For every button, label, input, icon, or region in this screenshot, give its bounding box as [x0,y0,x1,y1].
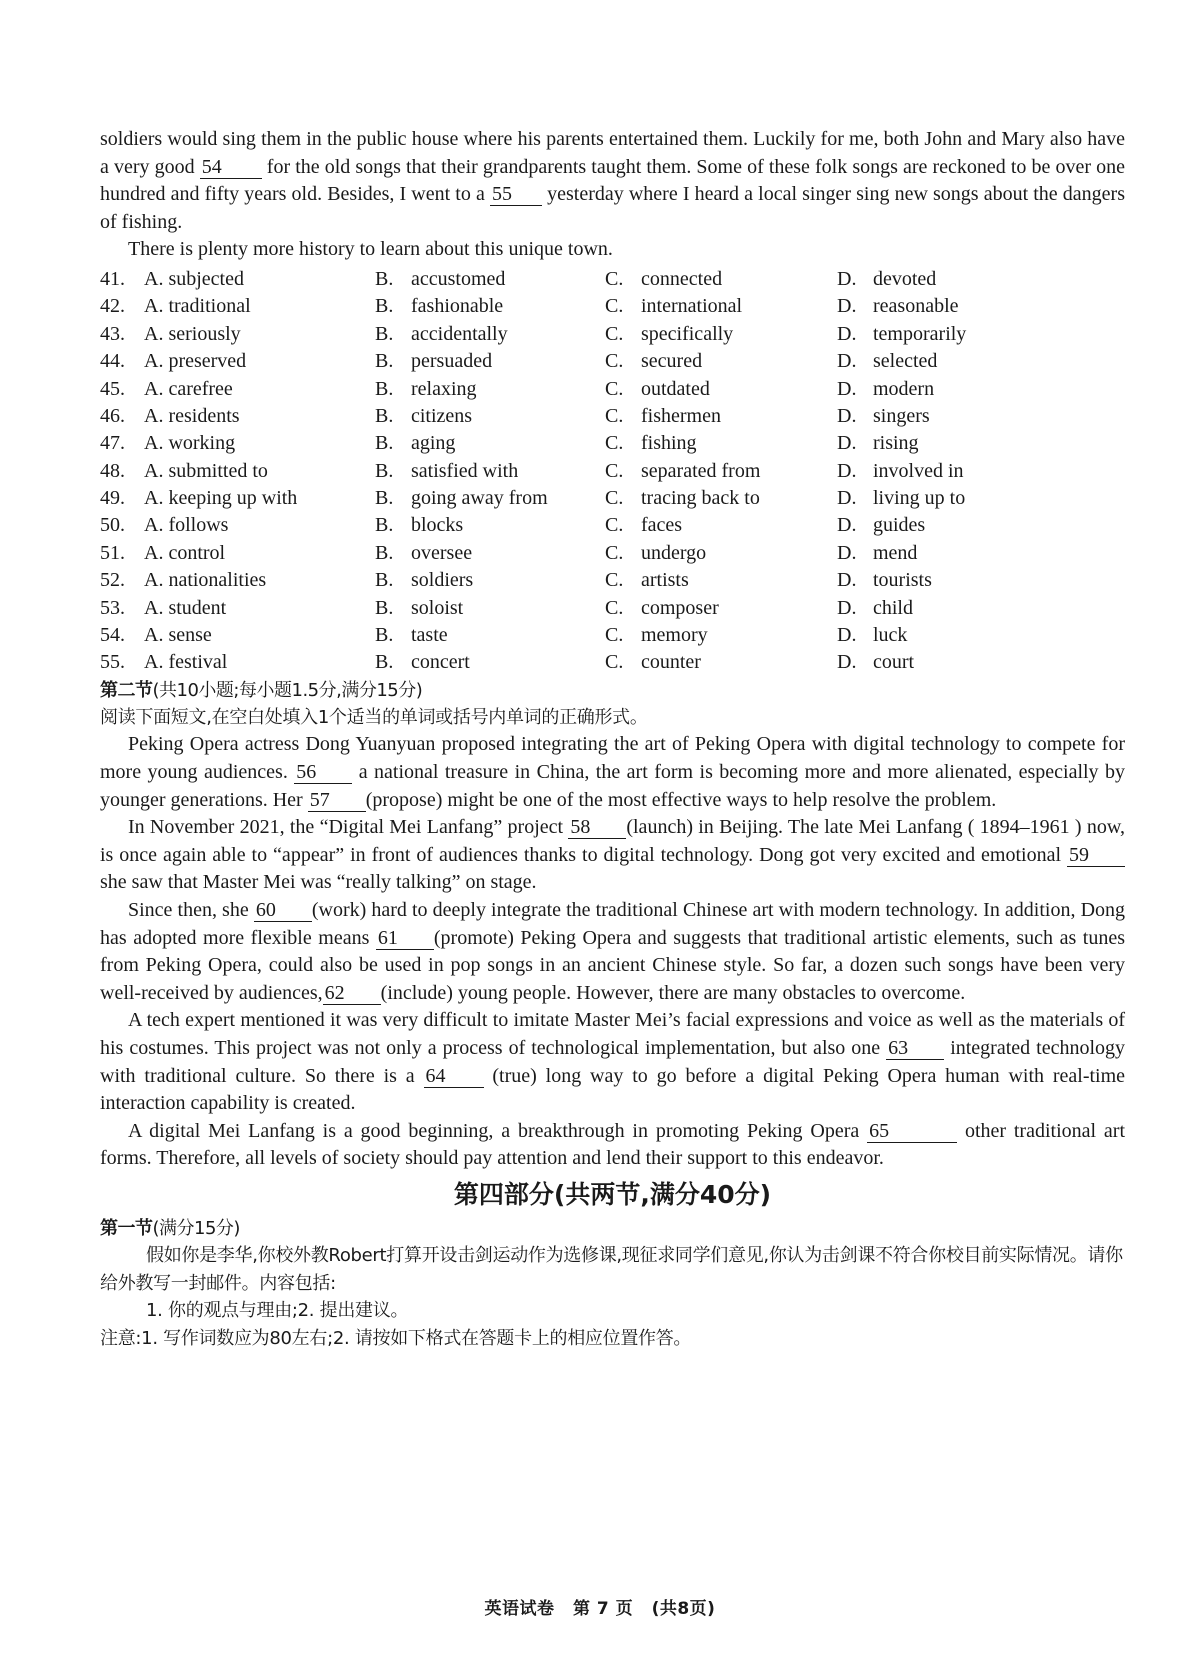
option-c [605,512,837,539]
option-text: court [873,651,915,674]
option-d [837,540,1037,567]
options-list [100,266,1125,677]
passage-text: (work) hard to deeply integrate the traditional Chinese art with modern technology. In addition, Dong has adopted more flexible means [100,898,1126,949]
option-letter: D. [837,651,857,674]
option-a: A. traditional [144,295,251,318]
option-text: involved in [873,459,964,482]
option-text: international [641,295,743,318]
option-letter: C. [605,295,624,318]
option-text: modern [873,377,935,400]
option-letter: B. [375,624,394,647]
option-text: mend [873,541,918,564]
option-text: selected [873,350,938,373]
option-a: A. subjected [144,267,244,290]
option-c [605,348,837,375]
question-row [100,567,1125,594]
option-text: specifically [641,322,734,345]
option-c [605,430,837,457]
passage-text: Since then, she [128,898,249,921]
option-b [375,649,605,676]
question-row [100,540,1125,567]
blank-65: 65 [867,1120,957,1143]
option-a: A. seriously [144,322,241,345]
option-letter: D. [837,487,857,510]
passage-text: (include) young people. However, there are many obstacles to overcome. [380,981,966,1004]
passage-text: (promote) Peking Opera and suggests that traditional artistic elements, such as tunes from Peking Opera, could also be used in pop songs in an ancient Chinese style. So far, a dozen such songs have been very well-received by audiences, [100,926,1125,1004]
option-text: citizens [411,404,473,427]
option-a: A. festival [144,651,228,674]
blank-54: 54 [200,156,262,179]
option-text: counter [641,651,701,674]
option-c [605,485,837,512]
option-a: A. residents [144,404,240,427]
option-text: singers [873,404,930,427]
option-text: rising [873,432,919,455]
option-text: fishing [641,432,697,455]
option-b [375,512,605,539]
writing-prompt: 假如你是李华,你校外教Robert打算开设击剑运动作为选修课,现征求同学们意见,你认为击剑课不符合你校目前实际情况。请你给外教写一封邮件。内容包括: [100,1244,1123,1294]
option-b [375,540,605,567]
blank-64: 64 [424,1065,484,1088]
option-letter: C. [605,487,624,510]
option-text: child [873,596,913,619]
question-row [100,512,1125,539]
option-letter: D. [837,514,857,537]
question-row [100,622,1125,649]
question-row [100,458,1125,485]
option-letter: C. [605,377,624,400]
option-letter: B. [375,377,394,400]
option-d [837,458,1037,485]
option-b [375,321,605,348]
option-text: devoted [873,267,937,290]
passage-text: A digital Mei Lanfang is a good beginning, a breakthrough in promoting Peking Opera [128,1119,860,1142]
footer-total-pages: (共8页) [651,1599,716,1619]
option-d [837,485,1037,512]
option-letter: D. [837,624,857,647]
question-number: 43. [100,322,125,345]
option-c [605,595,837,622]
option-text: going away from [411,487,548,510]
question-row [100,266,1125,293]
section-heading-scoring: (满分15分) [152,1217,240,1239]
option-b [375,348,605,375]
footer-subject: 英语试卷 [484,1599,555,1619]
option-letter: B. [375,267,394,290]
part-4-title: 第四部分(共两节,满分40分) [453,1179,772,1209]
option-letter: B. [375,432,394,455]
blank-55: 55 [490,183,542,206]
passage-text: integrated technology with traditional culture. So there is a [100,1036,1126,1087]
passage-text: for the old songs that their grandparents taught them. Some of these folk songs are reckoned to be over one hundred and fifty years old. Besides, I went to a [100,155,1126,206]
option-text: fashionable [411,295,504,318]
question-number: 54. [100,624,125,647]
blank-56: 56 [294,761,352,784]
passage-text: Peking Opera actress Dong Yuanyuan proposed integrating the art of Peking Opera with digital technology to compete for more young audiences. [100,733,1125,784]
option-c [605,458,837,485]
passage-text: she saw that Master Mei was “really talking” on stage. [100,871,537,894]
option-text: composer [641,596,719,619]
grammar-paragraph-4 [100,1007,1125,1117]
option-letter: B. [375,459,394,482]
option-text: tourists [873,569,932,592]
question-number: 41. [100,267,125,290]
page-footer [0,1594,1200,1619]
question-row [100,649,1125,676]
option-text: undergo [641,541,707,564]
passage-text: (launch) in Beijing. The late Mei Lanfang ( 1894–1961 ) now, is once again able to “appear” in front of audiences thanks to digital technology. Dong got very excited and emotional [100,816,1126,866]
section-2-instruction: 阅读下面短文,在空白处填入1个适当的单词或括号内单词的正确形式。 [100,706,648,728]
option-b [375,293,605,320]
option-text: relaxing [411,377,477,400]
option-letter: C. [605,514,624,537]
writing-points: 1. 你的观点与理由;2. 提出建议。 [146,1300,409,1322]
option-d [837,622,1037,649]
option-text: taste [411,624,448,647]
option-text: aging [411,432,456,455]
passage-closing-line: There is plenty more history to learn about this unique town. [128,238,613,261]
option-a: A. preserved [144,350,247,373]
option-b [375,485,605,512]
option-letter: B. [375,487,394,510]
option-letter: B. [375,541,394,564]
option-letter: B. [375,651,394,674]
option-d [837,567,1037,594]
option-text: guides [873,514,926,537]
option-letter: C. [605,267,624,290]
question-row [100,430,1125,457]
option-text: temporarily [873,322,967,345]
option-b [375,567,605,594]
option-d [837,293,1037,320]
option-text: soldiers [411,569,474,592]
option-text: tracing back to [641,487,760,510]
question-number: 42. [100,295,125,318]
option-letter: D. [837,404,857,427]
question-number: 47. [100,432,125,455]
grammar-paragraph-2 [100,814,1125,897]
option-b [375,595,605,622]
blank-62: 62 [323,982,381,1005]
question-number: 55. [100,651,125,674]
option-d [837,649,1037,676]
option-letter: D. [837,569,857,592]
passage-text: A tech expert mentioned it was very difficult to imitate Master Mei’s facial expressions and voice as well as the materials of his costumes. This project was not only a process of technological implementation, but also one [100,1009,1125,1059]
option-b [375,403,605,430]
option-d [837,376,1037,403]
option-letter: D. [837,432,857,455]
passage-text: (true) long way to go before a digital Peking Opera human with real-time interaction capability is created. [100,1064,1126,1115]
option-text: accustomed [411,267,506,290]
option-d [837,430,1037,457]
option-text: faces [641,514,683,537]
option-b [375,266,605,293]
grammar-paragraph-3 [100,897,1125,1007]
option-c [605,622,837,649]
option-letter: B. [375,404,394,427]
option-b [375,622,605,649]
option-b [375,430,605,457]
option-c [605,266,837,293]
question-row [100,348,1125,375]
passage-text: other traditional art forms. Therefore, all levels of society should pay attention and lend their support to this endeavor. [100,1119,1126,1170]
question-number: 53. [100,596,125,619]
option-letter: D. [837,267,857,290]
section-heading-label: 第一节 [100,1217,153,1239]
passage-text: John and Mary also have a very good [100,128,1126,178]
option-c [605,376,837,403]
option-text: soloist [411,596,464,619]
option-text: memory [641,624,708,647]
section-heading-scoring: (共10小题;每小题1.5分,满分15分) [152,679,423,701]
blank-58: 58 [568,816,626,839]
option-letter: C. [605,404,624,427]
question-row [100,485,1125,512]
option-c [605,649,837,676]
option-a: A. sense [144,624,212,647]
option-text: concert [411,651,470,674]
option-letter: D. [837,596,857,619]
option-letter: B. [375,350,394,373]
option-letter: C. [605,350,624,373]
option-b [375,458,605,485]
section-2-heading [100,677,1125,704]
question-number: 49. [100,487,125,510]
cloze-passage-ending [100,126,1125,236]
option-letter: B. [375,569,394,592]
question-number: 46. [100,404,125,427]
option-letter: C. [605,459,624,482]
option-a: A. carefree [144,377,233,400]
option-text: reasonable [873,295,959,318]
option-text: living up to [873,487,966,510]
option-letter: C. [605,651,624,674]
option-letter: D. [837,295,857,318]
option-letter: D. [837,350,857,373]
option-letter: C. [605,624,624,647]
option-c [605,403,837,430]
section-heading-label: 第二节 [100,679,153,701]
passage-text: (propose) might be one of the most effective ways to help resolve the problem. [365,788,997,811]
option-text: artists [641,569,689,592]
grammar-paragraph-5 [100,1118,1125,1173]
option-d [837,266,1037,293]
option-letter: D. [837,459,857,482]
option-d [837,595,1037,622]
option-letter: D. [837,541,857,564]
option-a: A. student [144,596,227,619]
option-d [837,403,1037,430]
blank-61: 61 [376,927,434,950]
question-row [100,403,1125,430]
option-d [837,348,1037,375]
passage-text: a national treasure in China, the art form is becoming more and more alienated, especially by younger generations. Her [100,761,1125,811]
passage-text: yesterday where I heard a local singer sing new songs about the dangers of fishing. [100,183,1126,233]
passage-text: soldiers would sing them in the public house where his parents entertained them. Luckily for me, both [100,128,920,150]
option-text: satisfied with [411,459,519,482]
blank-60: 60 [254,899,312,922]
option-text: blocks [411,514,464,537]
option-d [837,321,1037,348]
question-number: 44. [100,350,125,373]
option-a: A. nationalities [144,569,267,592]
option-d [837,512,1037,539]
option-b [375,376,605,403]
option-a: A. submitted to [144,459,268,482]
question-row [100,293,1125,320]
option-letter: C. [605,541,624,564]
question-row [100,376,1125,403]
grammar-paragraph-1 [100,731,1125,814]
writing-note: 注意:1. 写作词数应为80左右;2. 请按如下格式在答题卡上的相应位置作答。 [100,1327,692,1349]
question-number: 48. [100,459,125,482]
blank-63: 63 [886,1037,944,1060]
option-letter: B. [375,295,394,318]
option-text: connected [641,267,723,290]
option-letter: C. [605,322,624,345]
option-a: A. working [144,432,236,455]
option-text: fishermen [641,404,721,427]
option-a: A. keeping up with [144,487,298,510]
question-number: 51. [100,541,125,564]
passage-text: In November 2021, the “Digital Mei Lanfang” project [128,816,564,839]
option-text: separated from [641,459,761,482]
blank-59: 59 [1067,844,1125,867]
option-text: accidentally [411,322,508,345]
option-text: luck [873,624,908,647]
option-letter: B. [375,596,394,619]
option-letter: B. [375,514,394,537]
option-letter: C. [605,596,624,619]
question-row [100,595,1125,622]
option-a: A. follows [144,514,229,537]
option-c [605,321,837,348]
option-letter: D. [837,377,857,400]
option-letter: C. [605,432,624,455]
question-number: 52. [100,569,125,592]
option-text: secured [641,350,703,373]
option-text: oversee [411,541,473,564]
option-letter: D. [837,322,857,345]
option-a: A. control [144,541,226,564]
part-4-section-1-heading [100,1215,1125,1242]
option-letter: B. [375,322,394,345]
question-number: 45. [100,377,125,400]
option-c [605,540,837,567]
footer-page-number: 第 7 页 [572,1599,634,1619]
option-c [605,567,837,594]
option-text: persuaded [411,350,493,373]
exam-page [100,126,1125,1352]
option-c [605,293,837,320]
option-text: outdated [641,377,710,400]
blank-57: 57 [308,789,366,812]
option-letter: C. [605,569,624,592]
question-number: 50. [100,514,125,537]
question-row [100,321,1125,348]
